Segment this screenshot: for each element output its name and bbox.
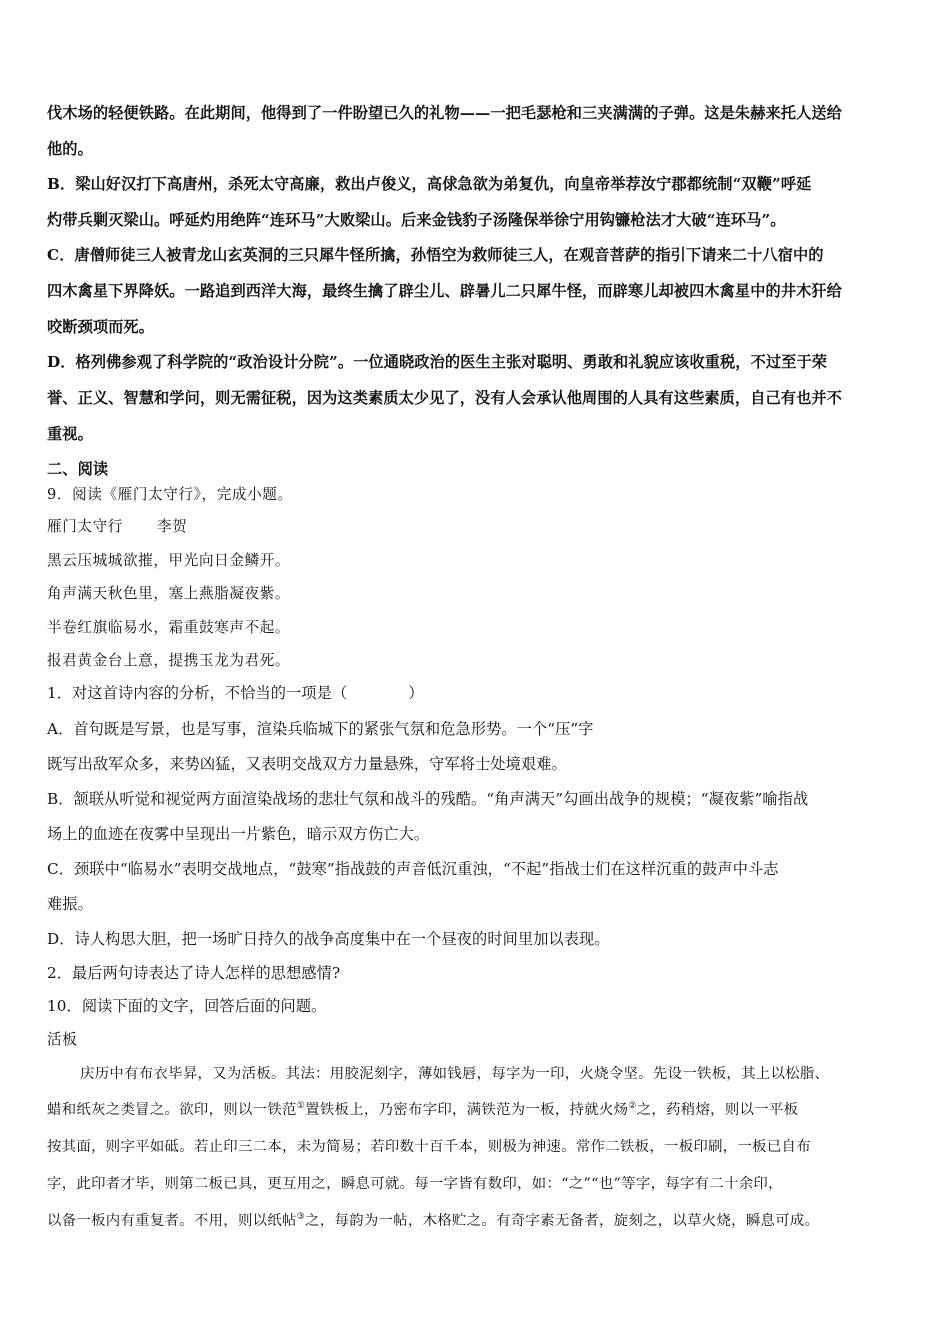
option-d-line-2: 誉、正义、智慧和学问，则无需征税，因为这类素质太少见了，没有人会承认他周围的人具有这些素质，自己有也并不 xyxy=(47,389,842,407)
q9-sub2: 2．最后两句诗表达了诗人怎样的思想感情? xyxy=(47,964,341,982)
passage-line-2 xyxy=(47,1098,907,1122)
q9-option-c-line-2: 难振。 xyxy=(47,895,93,913)
footnote-marker-1: ① xyxy=(296,1101,306,1111)
passage-title: 活板 xyxy=(47,1031,78,1048)
passage-line-2-part-3: 之，药稍熔，则以一平板 xyxy=(636,1102,799,1118)
option-d-line-1: D．格列佛参观了科学院的“政治设计分院”。一位通晓政治的医生主张对聪明、勇敢和礼貌应该收重税，不过至于荣 xyxy=(47,353,828,371)
footnote-marker-3: ③ xyxy=(296,1212,306,1222)
q9-sub1: 1．对这首诗内容的分析，不恰当的一项是（ ） xyxy=(47,684,424,702)
passage-line-2-part-2: 置铁板上，乃密布字印，满铁范为一板，持就火炀 xyxy=(305,1102,629,1118)
q9-option-c-line-1: C．颈联中“临易水”表明交战地点，“鼓寒”指战鼓的声音低沉重浊，“不起”指战士们在这样沉重的鼓声中斗志 xyxy=(47,860,779,878)
q9-option-b-line-2: 场上的血迹在夜雾中呈现出一片紫色，暗示双方伤亡大。 xyxy=(47,825,430,843)
passage-line-3: 按其面，则字平如砥。若止印三二本，未为简易；若印数十百千本，则极为神速。常作二铁板，一板印刷，一板已自布 xyxy=(47,1139,811,1155)
q9-option-d-line-1: D．诗人构思大胆，把一场旷日持久的战争高度集中在一个昼夜的时间里加以表现。 xyxy=(47,930,610,948)
passage-line-1: 庆历中有布衣毕昇，又为活板。其法：用胶泥刻字，薄如钱唇，每字为一印，火烧令坚。先设一铁板，其上以松脂、 xyxy=(80,1066,830,1082)
option-b-line-2: 灼带兵剿灭梁山。呼延灼用绝阵“连环马”大败梁山。后来金钱豹子汤隆保举徐宁用钩镰枪法才大破“连环马”。 xyxy=(47,211,786,229)
option-c-line-3: 咬断颈项而死。 xyxy=(47,318,155,336)
poem-line-3: 半卷红旗临易水，霜重鼓寒声不起。 xyxy=(47,619,291,636)
option-a-tail-line-1: 伐木场的轻便铁路。在此期间，他得到了一件盼望已久的礼物——一把毛瑟枪和三夹满满的子弹。这是朱赫来托人送给 xyxy=(47,104,842,122)
option-c-line-2: 四木禽星下界降妖。一路追到西洋大海，最终生擒了辟尘儿、辟暑儿二只犀牛怪，而辟寒儿却被四木禽星中的井木犴给 xyxy=(47,282,842,300)
section-title: 二、阅读 xyxy=(47,460,109,478)
q9-option-a-line-2: 既写出敌军众多，来势凶猛，又表明交战双方力量悬殊，守军将士处境艰难。 xyxy=(47,755,567,773)
poem-line-4: 报君黄金台上意，提携玉龙为君死。 xyxy=(47,652,291,669)
poem-title: 雁门太守行 xyxy=(47,518,123,535)
passage-line-2-part-1: 蜡和纸灰之类冒之。欲印，则以一铁范 xyxy=(47,1102,297,1118)
option-a-tail-line-2: 他的。 xyxy=(47,140,93,158)
passage-line-5-part-1: 以备一板内有重复者。不用，则以纸帖 xyxy=(47,1213,297,1229)
q9-option-b-line-1: B．颔联从听觉和视觉两方面渲染战场的悲壮气氛和战斗的残酷。“角声满天”勾画出战争的规模；“凝夜紫”喻指战 xyxy=(47,790,809,808)
poem-line-1: 黑云压城城欲摧，甲光向日金鳞开。 xyxy=(47,552,291,569)
passage-line-5-part-2: 之，每韵为一帖，木格贮之。有奇字素无备者，旋刻之，以草火烧，瞬息可成。 xyxy=(305,1213,820,1229)
poem-line-2: 角声满天秋色里，塞上燕脂凝夜紫。 xyxy=(47,585,291,602)
passage-line-4: 字，此印者才毕，则第二板已具，更互用之，瞬息可就。每一字皆有数印，如：“之”“也”等字，每字有二十余印， xyxy=(47,1176,783,1192)
poem-author: 李贺 xyxy=(156,518,188,535)
q10-prompt: 10．阅读下面的文字，回答后面的问题。 xyxy=(47,997,327,1015)
poem-heading xyxy=(47,515,907,539)
footnote-marker-2: ② xyxy=(628,1101,637,1111)
option-d-line-3: 重视。 xyxy=(47,425,93,443)
option-b-line-1: B．梁山好汉打下高唐州，杀死太守高廉，救出卢俊义，高俅急欲为弟复仇，向皇帝举荐汝宁郡都统制“双鞭”呼延 xyxy=(47,175,812,193)
q9-option-a-line-1: A．首句既是写景，也是写事，渲染兵临城下的紧张气氛和危急形势。一个“压”字 xyxy=(47,720,594,738)
option-c-line-1: C．唐僧师徒三人被青龙山玄英洞的三只犀牛怪所擒，孙悟空为救师徒三人，在观音菩萨的指引下请来二十八宿中的 xyxy=(47,246,824,264)
passage-line-5 xyxy=(47,1209,907,1233)
q9-prompt: 9．阅读《雁门太守行》，完成小题。 xyxy=(47,486,293,503)
